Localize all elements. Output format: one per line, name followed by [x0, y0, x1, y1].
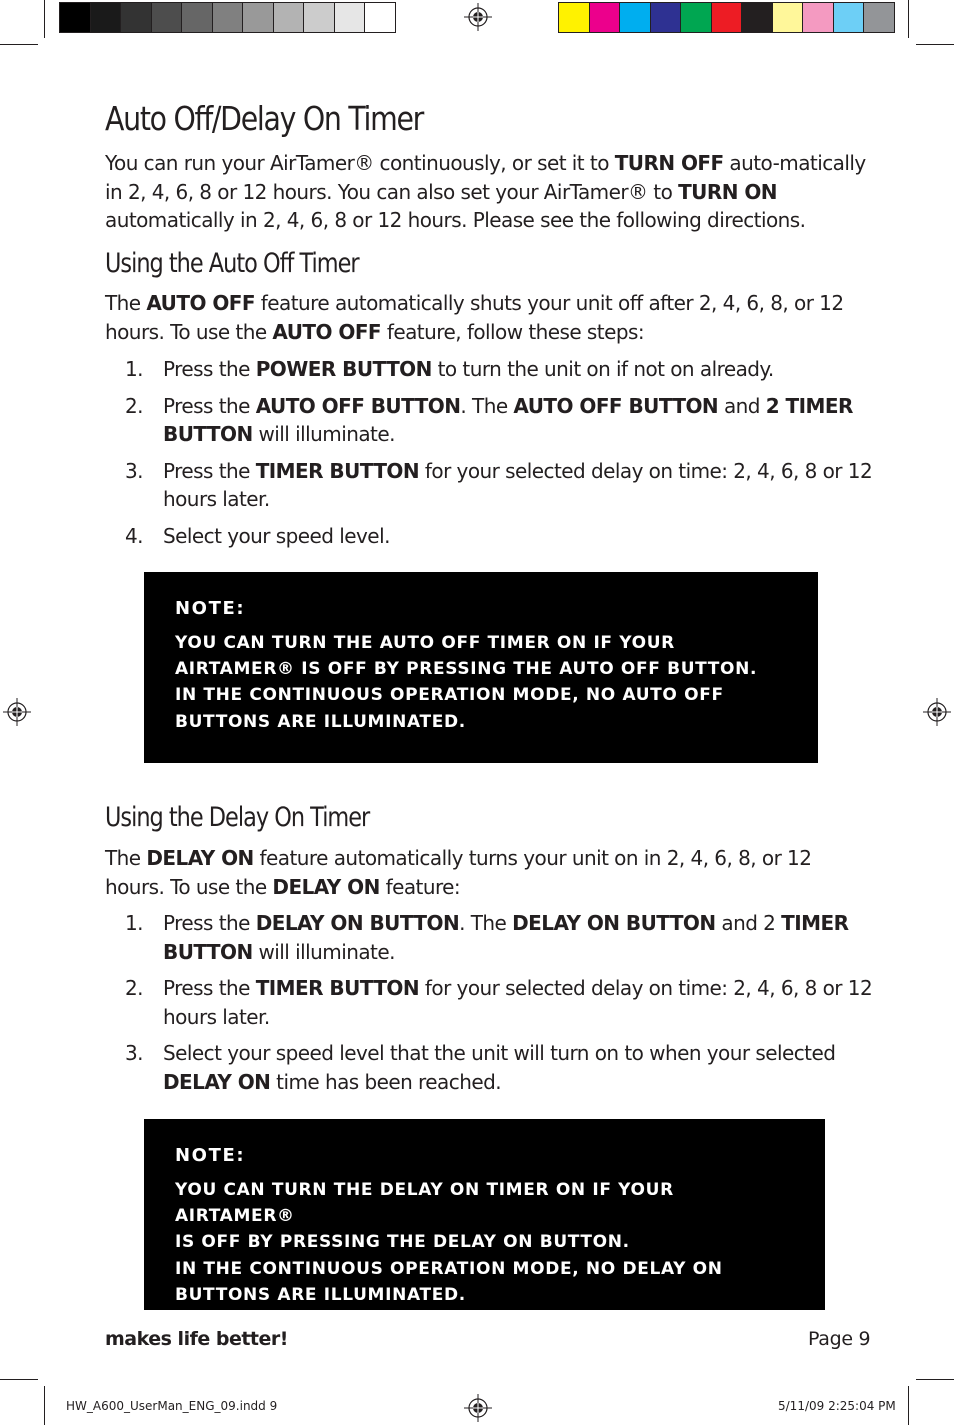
color-swatch: [590, 3, 621, 32]
auto-off-note-box: [144, 572, 818, 763]
crop-mark: [908, 0, 909, 38]
list-item: 3. Select your speed level that the unit will turn on to when your selected DELAY ON time has been reached.: [125, 1041, 836, 1094]
slug-timestamp: 5/11/09 2:25:04 PM: [778, 1399, 896, 1413]
list-item: 4. Select your speed level.: [125, 523, 390, 548]
page-title: Auto Off/Delay On Timer: [105, 99, 424, 138]
auto-off-heading: Using the Auto Off Timer: [105, 248, 359, 279]
note-body: YOU CAN TURN THE DELAY ON TIMER ON IF YOUR AIRTAMER® IS OFF BY PRESSING THE DELAY ON BUTTON. IN THE CONTINUOUS OPERATION MODE, NO DELAY ON BUTTONS ARE ILLUMINATED.: [175, 1180, 723, 1305]
color-swatch: [365, 3, 395, 32]
footer-tagline: makes life better!: [105, 1328, 288, 1350]
color-swatch: [681, 3, 712, 32]
page-number: Page 9: [808, 1328, 871, 1350]
color-swatch: [712, 3, 743, 32]
color-swatch: [304, 3, 335, 32]
crop-mark: [44, 1386, 45, 1425]
note-heading: NOTE:: [175, 598, 246, 619]
note-heading: NOTE:: [175, 1145, 246, 1166]
color-swatch: [60, 3, 91, 32]
color-swatch: [620, 3, 651, 32]
auto-off-intro: The AUTO OFF feature automatically shuts your unit off after 2, 4, 6, 8, or 12 hours. To use the AUTO OFF feature, follow these steps:: [105, 291, 844, 344]
color-swatch: [803, 3, 834, 32]
list-item: 1. Press the POWER BUTTON to turn the unit on if not on already.: [125, 357, 774, 381]
registration-mark-icon: [3, 698, 31, 726]
delay-on-heading: Using the Delay On Timer: [105, 802, 370, 833]
color-swatch: [91, 3, 122, 32]
color-swatch: [335, 3, 366, 32]
intro-paragraph: You can run your AirTamer® continuously, or set it to TURN OFF auto-matically in 2, 4, 6, 8 or 12 hours. You can also set your AirTamer® to TURN ON automatically in 2, 4, 6, 8 or 12 hours. Please see the following directions.: [105, 151, 866, 232]
crop-mark: [916, 1379, 954, 1380]
color-swatch: [834, 3, 865, 32]
delay-on-intro: The DELAY ON feature automatically turns your unit on in 2, 4, 6, 8, or 12 hours. To use the DELAY ON feature:: [105, 846, 812, 899]
list-item: 1. Press the DELAY ON BUTTON. The DELAY ON BUTTON and 2 TIMER BUTTON will illuminate.: [125, 911, 849, 964]
color-swatch: [182, 3, 213, 32]
registration-mark-icon: [923, 698, 951, 726]
color-swatch: [651, 3, 682, 32]
color-swatch: [152, 3, 183, 32]
delay-on-steps: [105, 909, 875, 1104]
crop-mark: [908, 1386, 909, 1425]
grayscale-color-bar: [59, 2, 396, 33]
crop-mark: [0, 44, 38, 45]
auto-off-steps: [105, 355, 875, 558]
color-swatch: [121, 3, 152, 32]
delay-on-note-box: [144, 1119, 825, 1310]
color-swatch: [213, 3, 244, 32]
slug-filename: HW_A600_UserMan_ENG_09.indd 9: [66, 1399, 278, 1413]
crop-mark: [44, 0, 45, 38]
color-swatch: [559, 3, 590, 32]
color-swatch: [243, 3, 274, 32]
registration-mark-icon: [464, 1394, 492, 1422]
process-color-bar: [558, 2, 895, 33]
color-swatch: [274, 3, 305, 32]
crop-mark: [916, 44, 954, 45]
registration-mark-icon: [464, 3, 492, 31]
color-swatch: [773, 3, 804, 32]
crop-mark: [0, 1379, 38, 1380]
list-item: 3. Press the TIMER BUTTON for your selected delay on time: 2, 4, 6, 8 or 12 hours later.: [125, 458, 873, 511]
list-item: 2. Press the TIMER BUTTON for your selected delay on time: 2, 4, 6, 8 or 12 hours later.: [125, 976, 873, 1029]
color-swatch: [742, 3, 773, 32]
note-body: YOU CAN TURN THE AUTO OFF TIMER ON IF YOUR AIRTAMER® IS OFF BY PRESSING THE AUTO OFF BUTTON. IN THE CONTINUOUS OPERATION MODE, NO AUTO OFF BUTTONS ARE ILLUMINATED.: [175, 633, 758, 732]
color-swatch: [864, 3, 894, 32]
list-item: 2. Press the AUTO OFF BUTTON. The AUTO OFF BUTTON and 2 TIMER BUTTON will illuminate.: [125, 393, 853, 446]
